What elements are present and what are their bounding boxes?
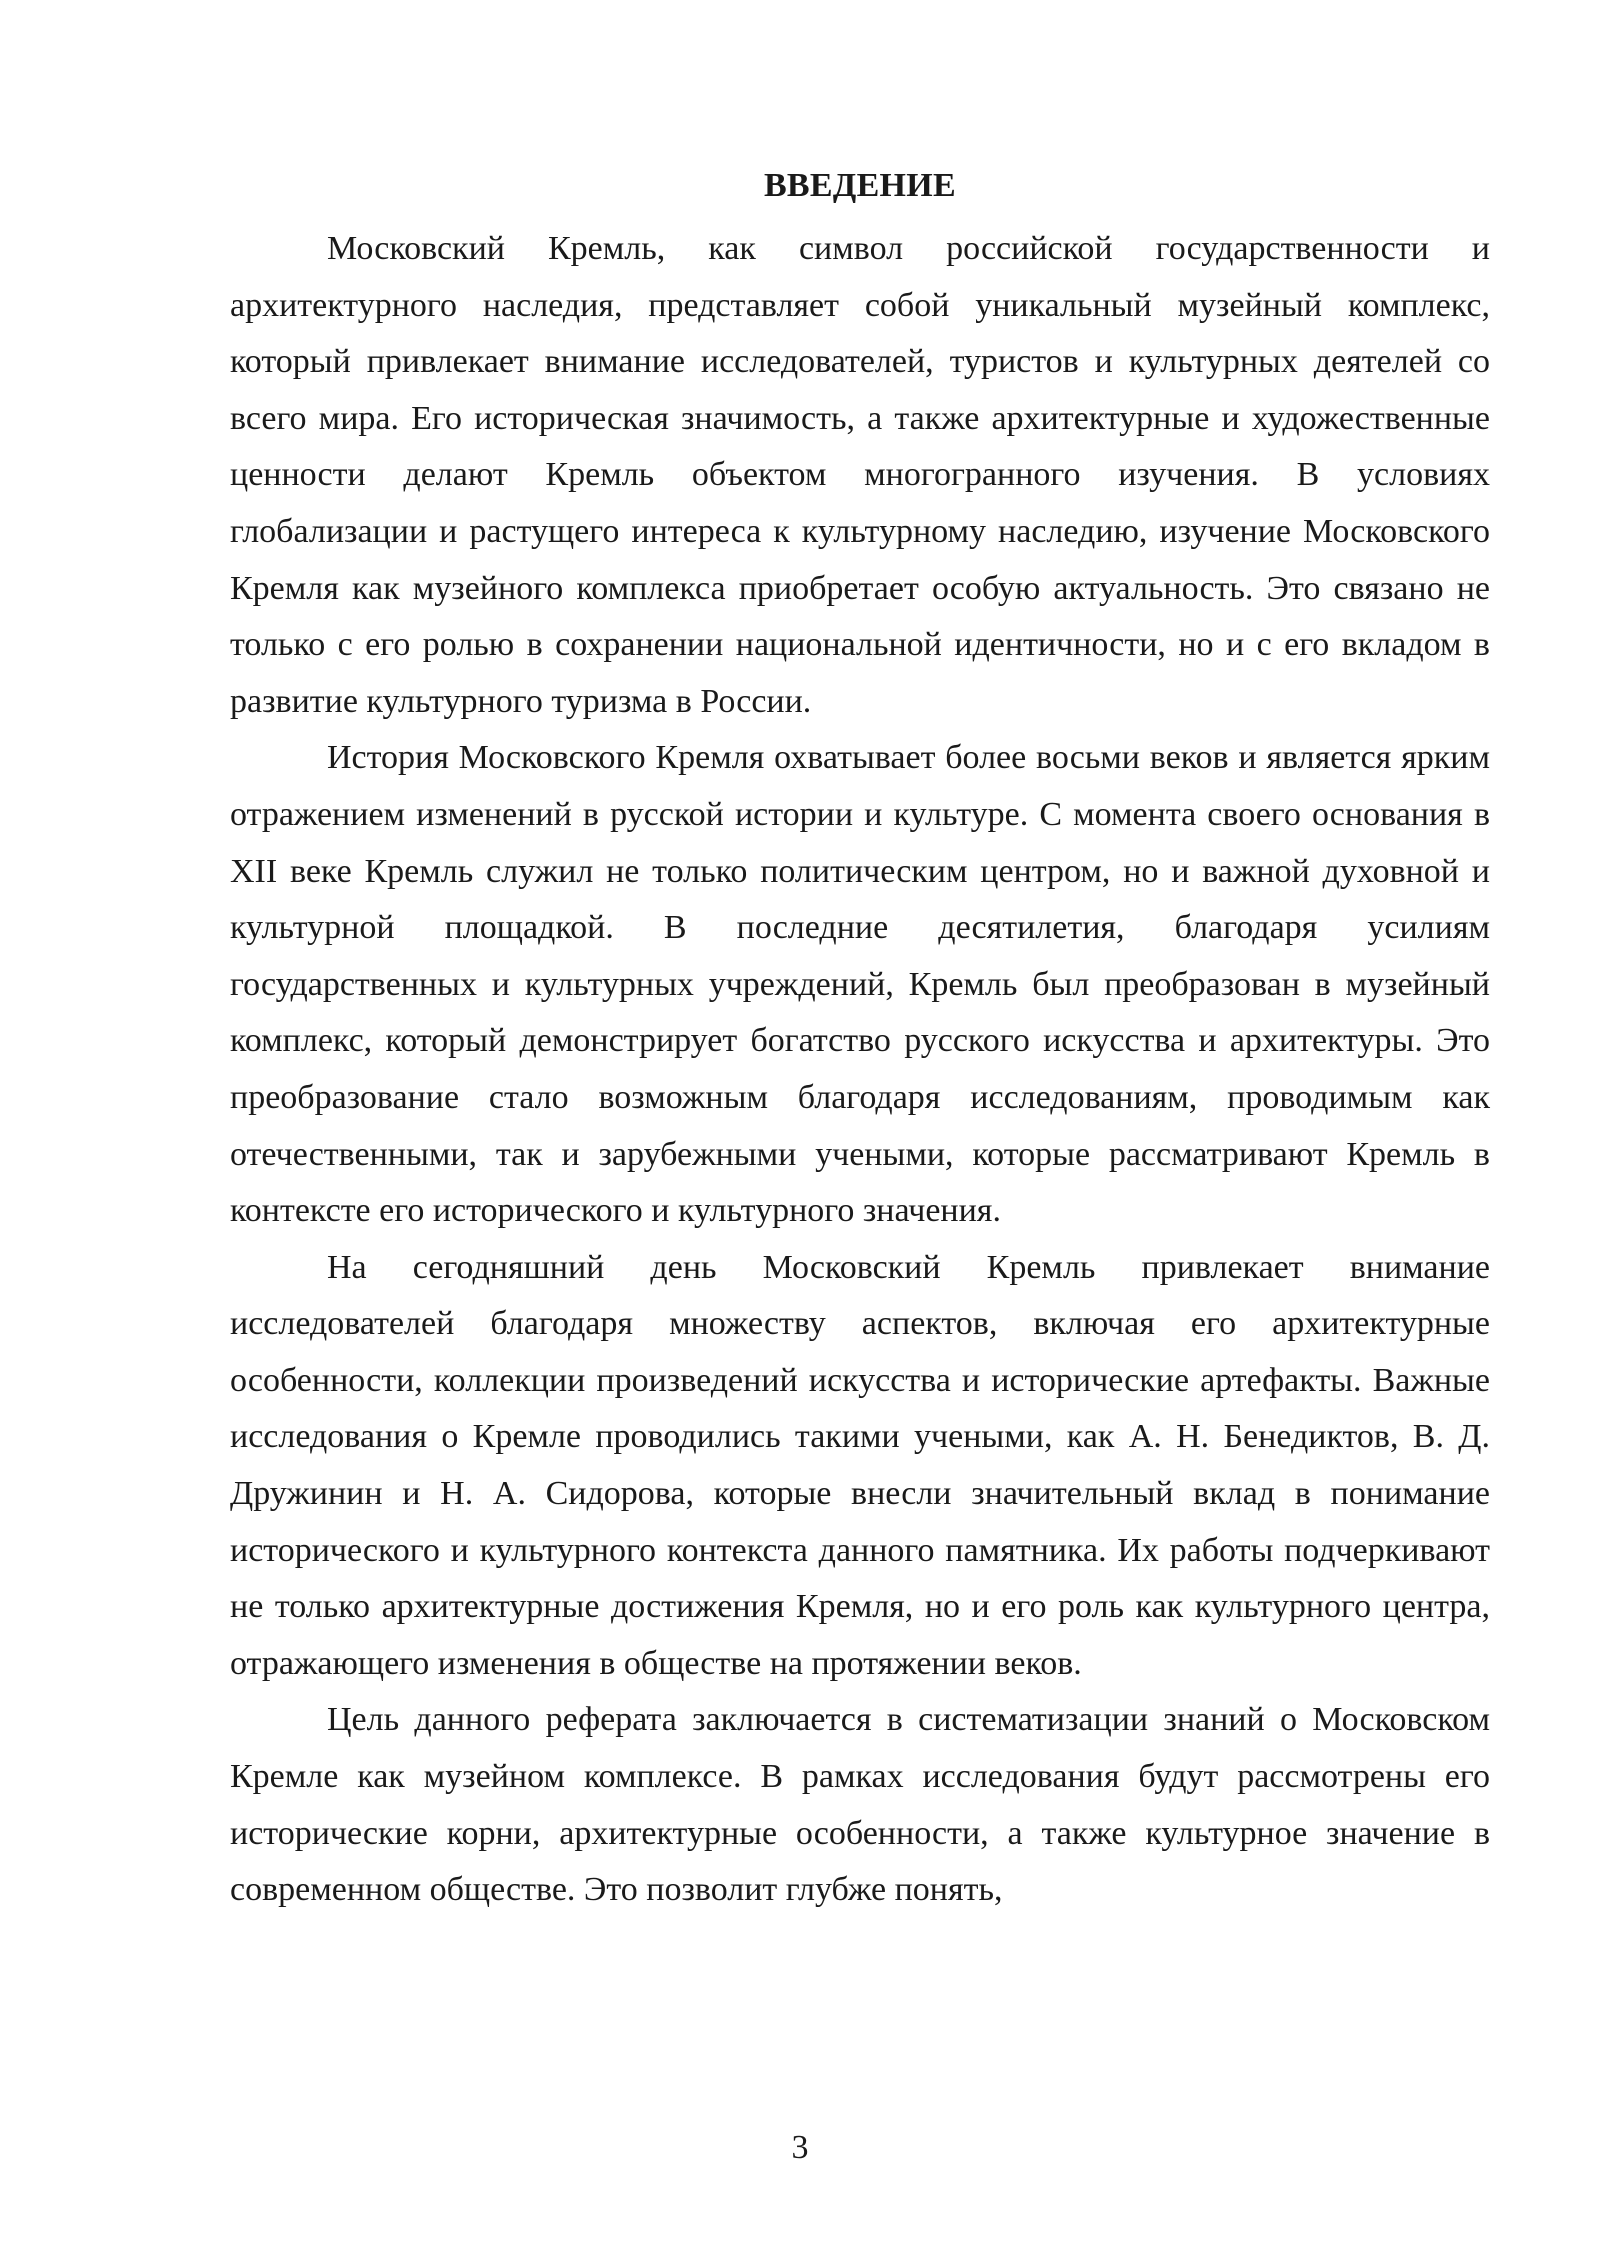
paragraph-3: На сегодняшний день Московский Кремль привлекает внимание исследователей благодаря множеству аспектов, включая его архитектурные особенности, коллекции произведений искусства и исторические артефакты. Важные исследования о Кремле проводились такими учеными, как А. Н. Бенедиктов, В. Д. Дружинин и Н. А. Сидорова, которые внесли значительный вклад в понимание исторического и культурного контекста данного памятника. Их работы подчеркивают не только архитектурные достижения Кремля, но и его роль как культурного центра, отражающего изменения в обществе на протяжении веков. (230, 1248, 1490, 1682)
paragraph-1: Московский Кремль, как символ российской государственности и архитектурного наследия, представляет собой уникальный музейный комплекс, который привлекает внимание исследователей, туристов и культурных деятелей со всего мира. Его историческая значимость, а также архитектурные и художественные ценности делают Кремль объектом многогранного изучения. В условиях глобализации и растущего интереса к культурному наследию, изучение Московского Кремля как музейного комплекса приобретает особую актуальность. Это связано не только с его ролью в сохранении национальной идентичности, но и с его вкладом в развитие культурного туризма в России. (230, 230, 1490, 720)
paragraph-4: Цель данного реферата заключается в систематизации знаний о Московском Кремле как музейном комплексе. В рамках исследования будут рассмотрены его исторические корни, архитектурные особенности, а также культурное значение в современном обществе. Это позволит глубже понять, (230, 1701, 1490, 1909)
page-body (230, 162, 1490, 1919)
page-title: ВВЕДЕНИЕ (763, 167, 957, 204)
page-number: 3 (791, 2129, 809, 2166)
paragraph-2: История Московского Кремля охватывает более восьми веков и является ярким отражением изменений в русской истории и культуре. С момента своего основания в XII веке Кремль служил не только политическим центром, но и важной духовной и культурной площадкой. В последние десятилетия, благодаря усилиям государственных и культурных учреждений, Кремль был преобразован в музейный комплекс, который демонстрирует богатство русского искусства и архитектуры. Это преобразование стало возможным благодаря исследованиям, проводимым как отечественными, так и зарубежными учеными, которые рассматривают Кремль в контексте его исторического и культурного значения. (230, 739, 1490, 1230)
